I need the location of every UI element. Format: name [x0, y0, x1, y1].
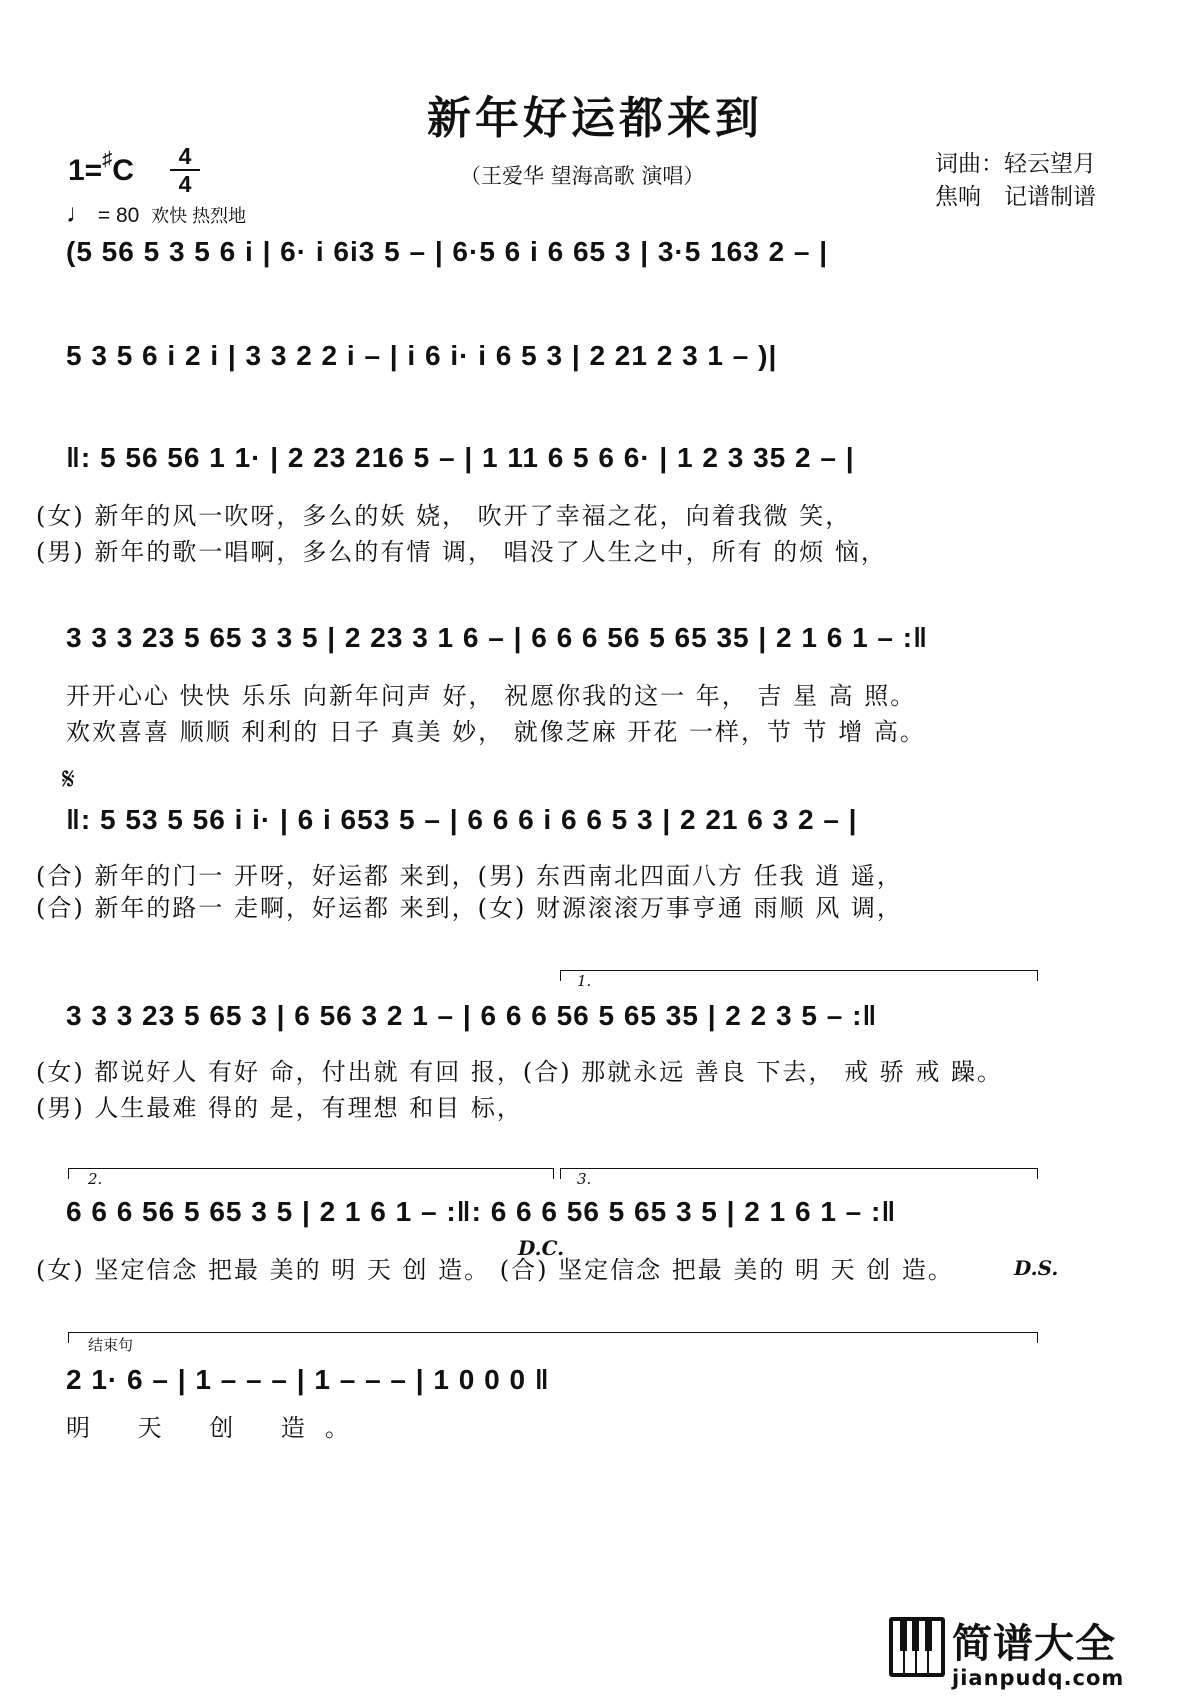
meter-top: 4	[178, 143, 192, 169]
staff-line-7: 6 6 6 56 5 65 3 5 | 2 1 6 1 – :‖: 6 6 6 56 5 65 3 5 | 2 1 6 1 – :‖	[66, 1196, 897, 1227]
tempo-description: 欢快 热烈地	[151, 206, 247, 226]
page-title: 新年好运都来到	[427, 93, 763, 144]
key-prefix: 1=	[68, 154, 103, 187]
staff-line-1: (5 56 5 3 5 6 i | 6· i 6i3 5 – | 6·5 6 i 6 65 3 | 3·5 163 2 – |	[66, 236, 829, 267]
piano-keys-icon	[888, 1616, 946, 1678]
credit-lyrics-music: 词曲：轻云望月	[935, 151, 1096, 177]
staff-line-8: 2 1· 6 – | 1 – – – | 1 – – – | 1 0 0 0 ‖	[66, 1364, 550, 1395]
dc-mark: D.C.	[518, 1236, 565, 1260]
volta-bracket-3	[560, 1168, 1038, 1179]
quarter-note-icon: ♩	[66, 198, 92, 228]
site-logo	[888, 1614, 1188, 1700]
staff-line-3: ‖: 5 56 56 1 1· | 2 23 216 5 – | 1 11 6 5 6 6· | 1 2 3 35 2 – |	[66, 442, 855, 473]
volta-label-1: 1.	[577, 972, 592, 990]
staff-line-6: 3 3 3 23 5 65 3 | 6 56 3 2 1 – | 6 6 6 56 5 65 35 | 2 2 3 5 – :‖	[66, 1000, 878, 1031]
volta-bracket-1	[560, 970, 1038, 981]
staff-line-4: 3 3 3 23 5 65 3 3 5 | 2 23 3 1 6 – | 6 6 6 56 5 65 35 | 2 1 6 1 – :‖	[66, 622, 929, 653]
volta-label-3: 3.	[577, 1170, 592, 1188]
lyrics-line-4b: 欢欢喜喜 顺顺 利利的 日子 真美 妙， 就像芝麻 开花 一样，节 节 增 高。	[66, 718, 926, 746]
time-signature	[170, 144, 200, 196]
lyrics-line-5b: (合) 新年的路一 走啊，好运都 来到，(女) 财源滚滚万事亨通 雨顺 风 调，	[36, 894, 903, 922]
ds-mark: D.S.	[1014, 1256, 1059, 1280]
lyrics-line-3b: (男) 新年的歌一唱啊，多么的有情 调， 唱没了人生之中，所有 的烦 恼，	[36, 538, 887, 566]
lyrics-line-6b: (男) 人生最难 得的 是，有理想 和目 标，	[36, 1094, 523, 1122]
lyrics-line-8: 明 天 创 造。	[66, 1414, 369, 1442]
lyrics-line-3a: (女) 新年的风一吹呀，多么的妖 娆， 吹开了幸福之花，向着我微 笑，	[36, 502, 852, 530]
segno-icon: 𝄋	[62, 762, 75, 797]
lyrics-line-4a: 开开心心 快快 乐乐 向新年问声 好， 祝愿你我的这一 年， 吉 星 高 照。	[66, 682, 917, 710]
logo-brand: 简谱大全	[952, 1621, 1116, 1667]
logo-url: jianpudq.com	[952, 1666, 1125, 1690]
tempo-value: = 80	[97, 204, 140, 227]
key-signature	[68, 148, 134, 188]
coda-label: 结束句	[88, 1336, 134, 1354]
sharp-icon: ♯	[102, 148, 113, 170]
staff-line-5: ‖: 5 53 5 56 i i· | 6 i 653 5 – | 6 6 6 i 6 6 5 3 | 2 21 6 3 2 – |	[66, 804, 858, 835]
singers-note: （王爱华 望海高歌 演唱）	[460, 164, 705, 188]
volta-bracket-2	[68, 1168, 554, 1179]
lyrics-line-6a: (女) 都说好人 有好 命，付出就 有回 报，(合) 那就永远 善良 下去， 戒 骄 戒 躁。	[36, 1058, 1003, 1086]
coda-bracket	[68, 1332, 1038, 1343]
staff-line-2: 5 3 5 6 i 2 i | 3 3 2 2 i – | i 6 i· i 6 5 3 | 2 21 2 3 1 – )|	[66, 340, 778, 371]
lyrics-line-5a: (合) 新年的门一 开呀，好运都 来到，(男) 东西南北四面八方 任我 逍 遥，	[36, 862, 903, 890]
key-note: C	[112, 154, 134, 187]
lyrics-line-7a: (女) 坚定信念 把最 美的 明 天 创 造。 (合) 坚定信念 把最 美的 明 天 创 造。	[36, 1256, 954, 1284]
meter-bottom: 4	[178, 171, 192, 197]
credit-notation: 焦响 记谱制谱	[935, 184, 1096, 210]
tempo-marking	[66, 198, 246, 229]
volta-label-2: 2.	[88, 1170, 103, 1188]
